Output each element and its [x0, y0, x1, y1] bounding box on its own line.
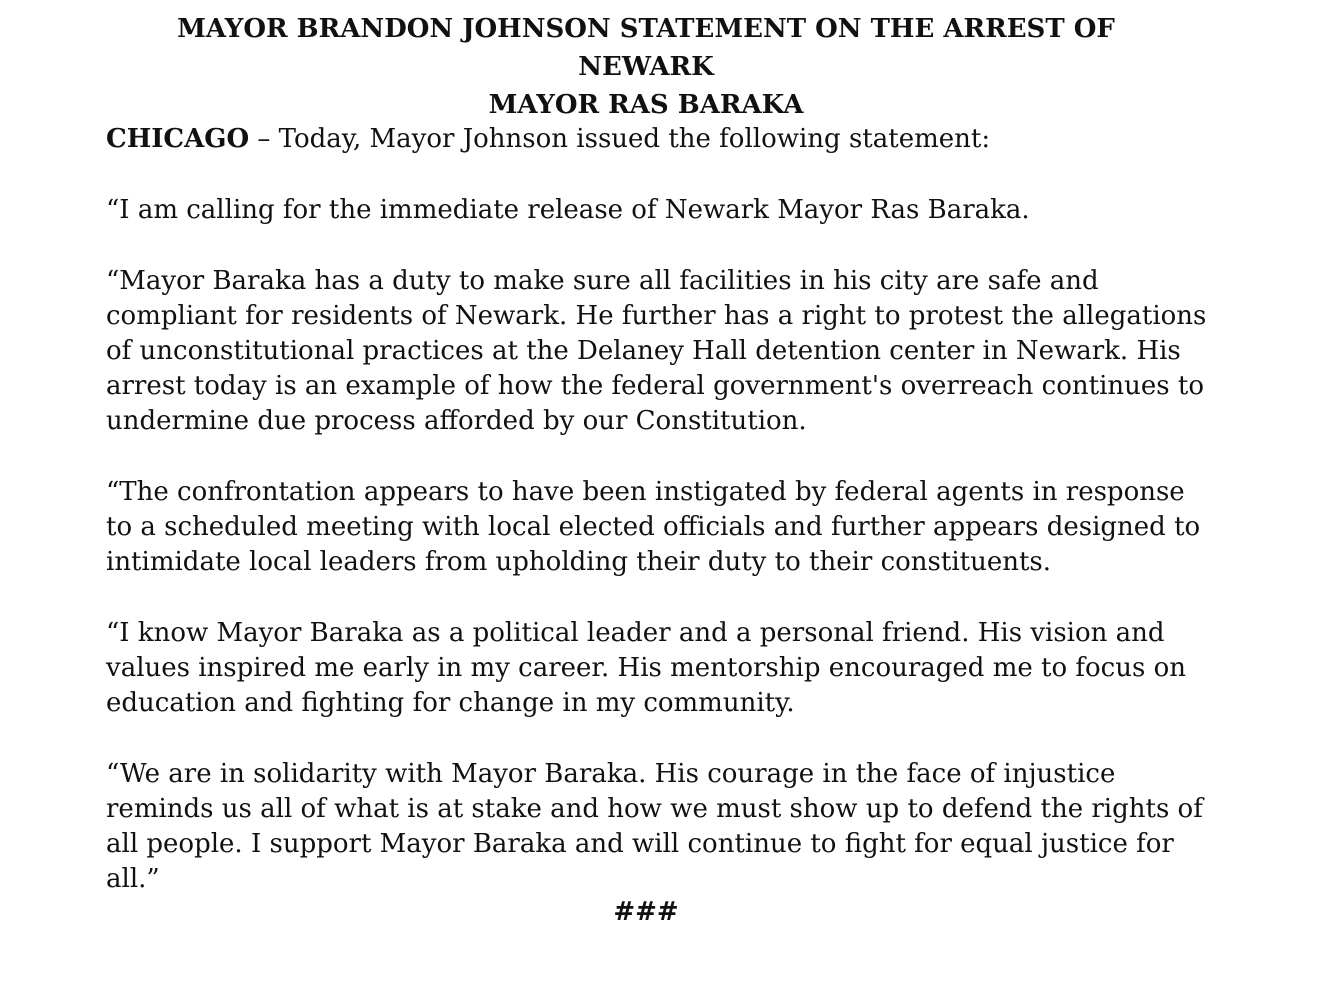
statement-paragraph-5: “We are in solidarity with Mayor Baraka. His courage in the face of injustice reminds us all of what is at stake and how we must show up to defend the rights of all people. I support Mayor Baraka and will continue to fight for equal justice for all.” — [106, 759, 1203, 894]
statement-body — [106, 122, 1214, 933]
dateline-paragraph — [106, 122, 1214, 157]
statement-paragraph-1: “I am calling for the immediate release of Newark Mayor Ras Baraka. — [106, 195, 1030, 225]
title-line-2: MAYOR RAS BARAKA — [488, 90, 804, 120]
statement-title — [110, 10, 1182, 124]
dateline-intro: Today, Mayor Johnson issued the following statement: — [278, 124, 991, 154]
statement-paragraph-2: “Mayor Baraka has a duty to make sure all facilities in his city are safe and compliant for residents of Newark. He further has a right to protest the allegations of unconstitutional practices at the Delaney Hall detention center in Newark. His arrest today is an example of how the federal government's overreach continues to undermine due process afforded by our Constitution. — [106, 266, 1207, 436]
dateline-separator: – — [249, 124, 279, 154]
title-line-1: MAYOR BRANDON JOHNSON STATEMENT ON THE ARREST OF NEWARK — [177, 14, 1115, 82]
dateline-place: CHICAGO — [106, 124, 250, 154]
end-of-release-mark: ### — [613, 897, 679, 927]
statement-paragraph-3: “The confrontation appears to have been instigated by federal agents in response to a scheduled meeting with local elected officials and further appears designed to intimidate local leaders from upholding their duty to their constituents. — [106, 477, 1201, 577]
statement-paragraph-4: “I know Mayor Baraka as a political leader and a personal friend. His vision and values inspired me early in my career. His mentorship encouraged me to focus on education and fighting for change in my community. — [106, 618, 1186, 718]
